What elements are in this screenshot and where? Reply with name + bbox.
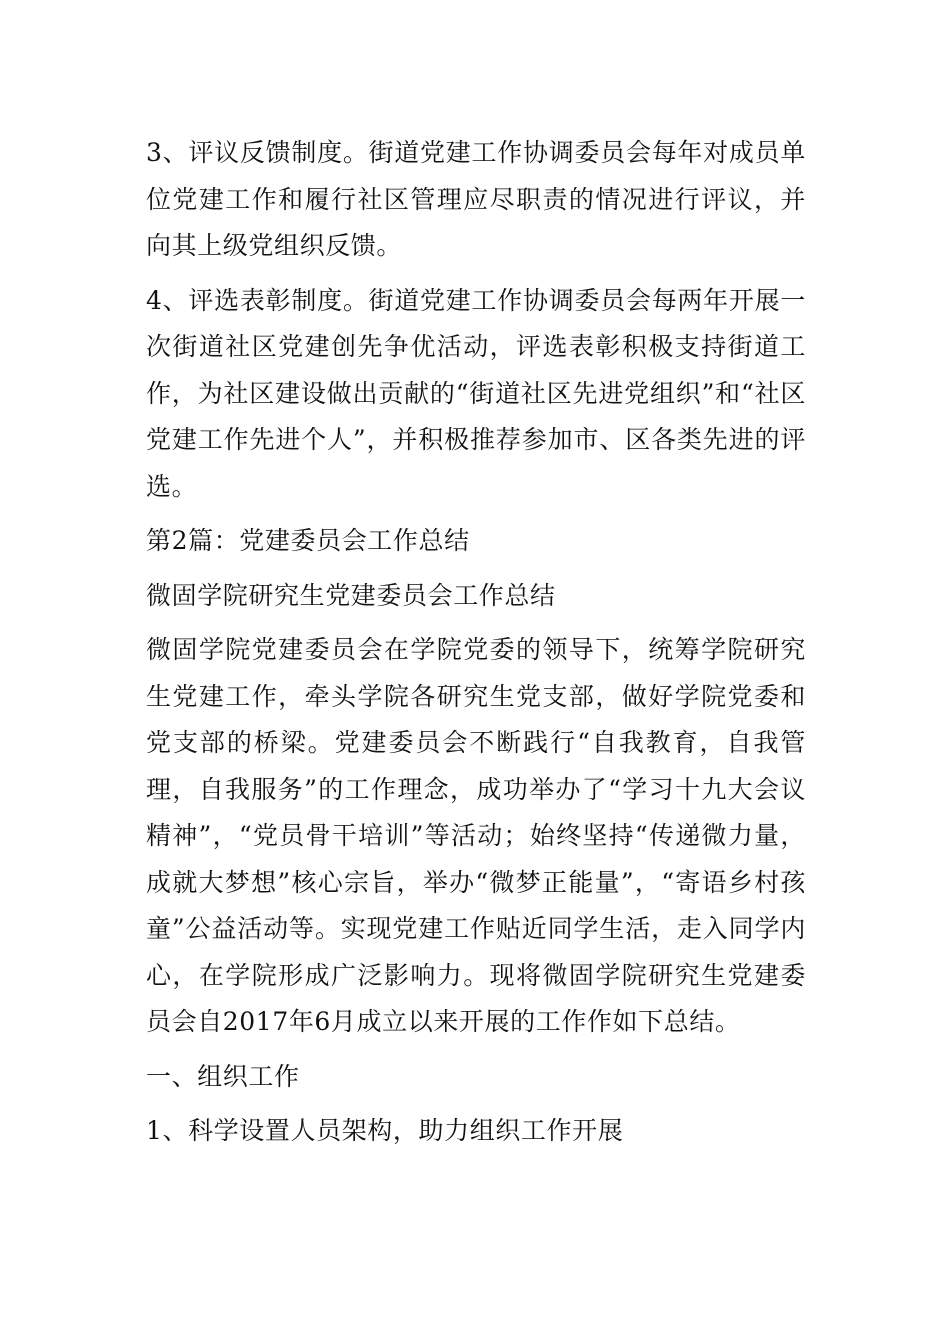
paragraph-feedback-system: 3、评议反馈制度。街道党建工作协调委员会每年对成员单位党建工作和履行社区管理应尽职责的情况进行评议，并向其上级党组织反馈。	[146, 138, 806, 260]
chapter-heading: 第2篇：党建委员会工作总结	[146, 526, 470, 555]
section-heading-organization: 一、组织工作	[146, 1061, 300, 1091]
subsection-heading-structure: 1、科学设置人员架构，助力组织工作开展	[146, 1116, 624, 1145]
paragraph-commendation-system: 4、评选表彰制度。街道党建工作协调委员会每两年开展一次街道社区党建创先争优活动，评选表彰积极支持街道工作，为社区建设做出贡献的“街道社区先进党组织”和“社区党建工作先进个人”，并积极推荐参加市、区各类先进的评选。	[146, 285, 806, 501]
document-body	[146, 130, 806, 1155]
document-title: 微固学院研究生党建委员会工作总结	[146, 580, 556, 610]
paragraph-introduction: 微固学院党建委员会在学院党委的领导下，统筹学院研究生党建工作，牵头学院各研究生党支部，做好学院党委和党支部的桥梁。党建委员会不断践行“自我教育，自我管理，自我服务”的工作理念，成功举办了“学习十九大会议精神”，“党员骨干培训”等活动；始终坚持“传递微力量，成就大梦想”核心宗旨，举办“微梦正能量”，“寄语乡村孩童”公益活动等。实现党建工作贴近同学生活，走入同学内心，在学院形成广泛影响力。现将微固学院研究生党建委员会自2017年6月成立以来开展的工作作如下总结。	[146, 635, 806, 1036]
